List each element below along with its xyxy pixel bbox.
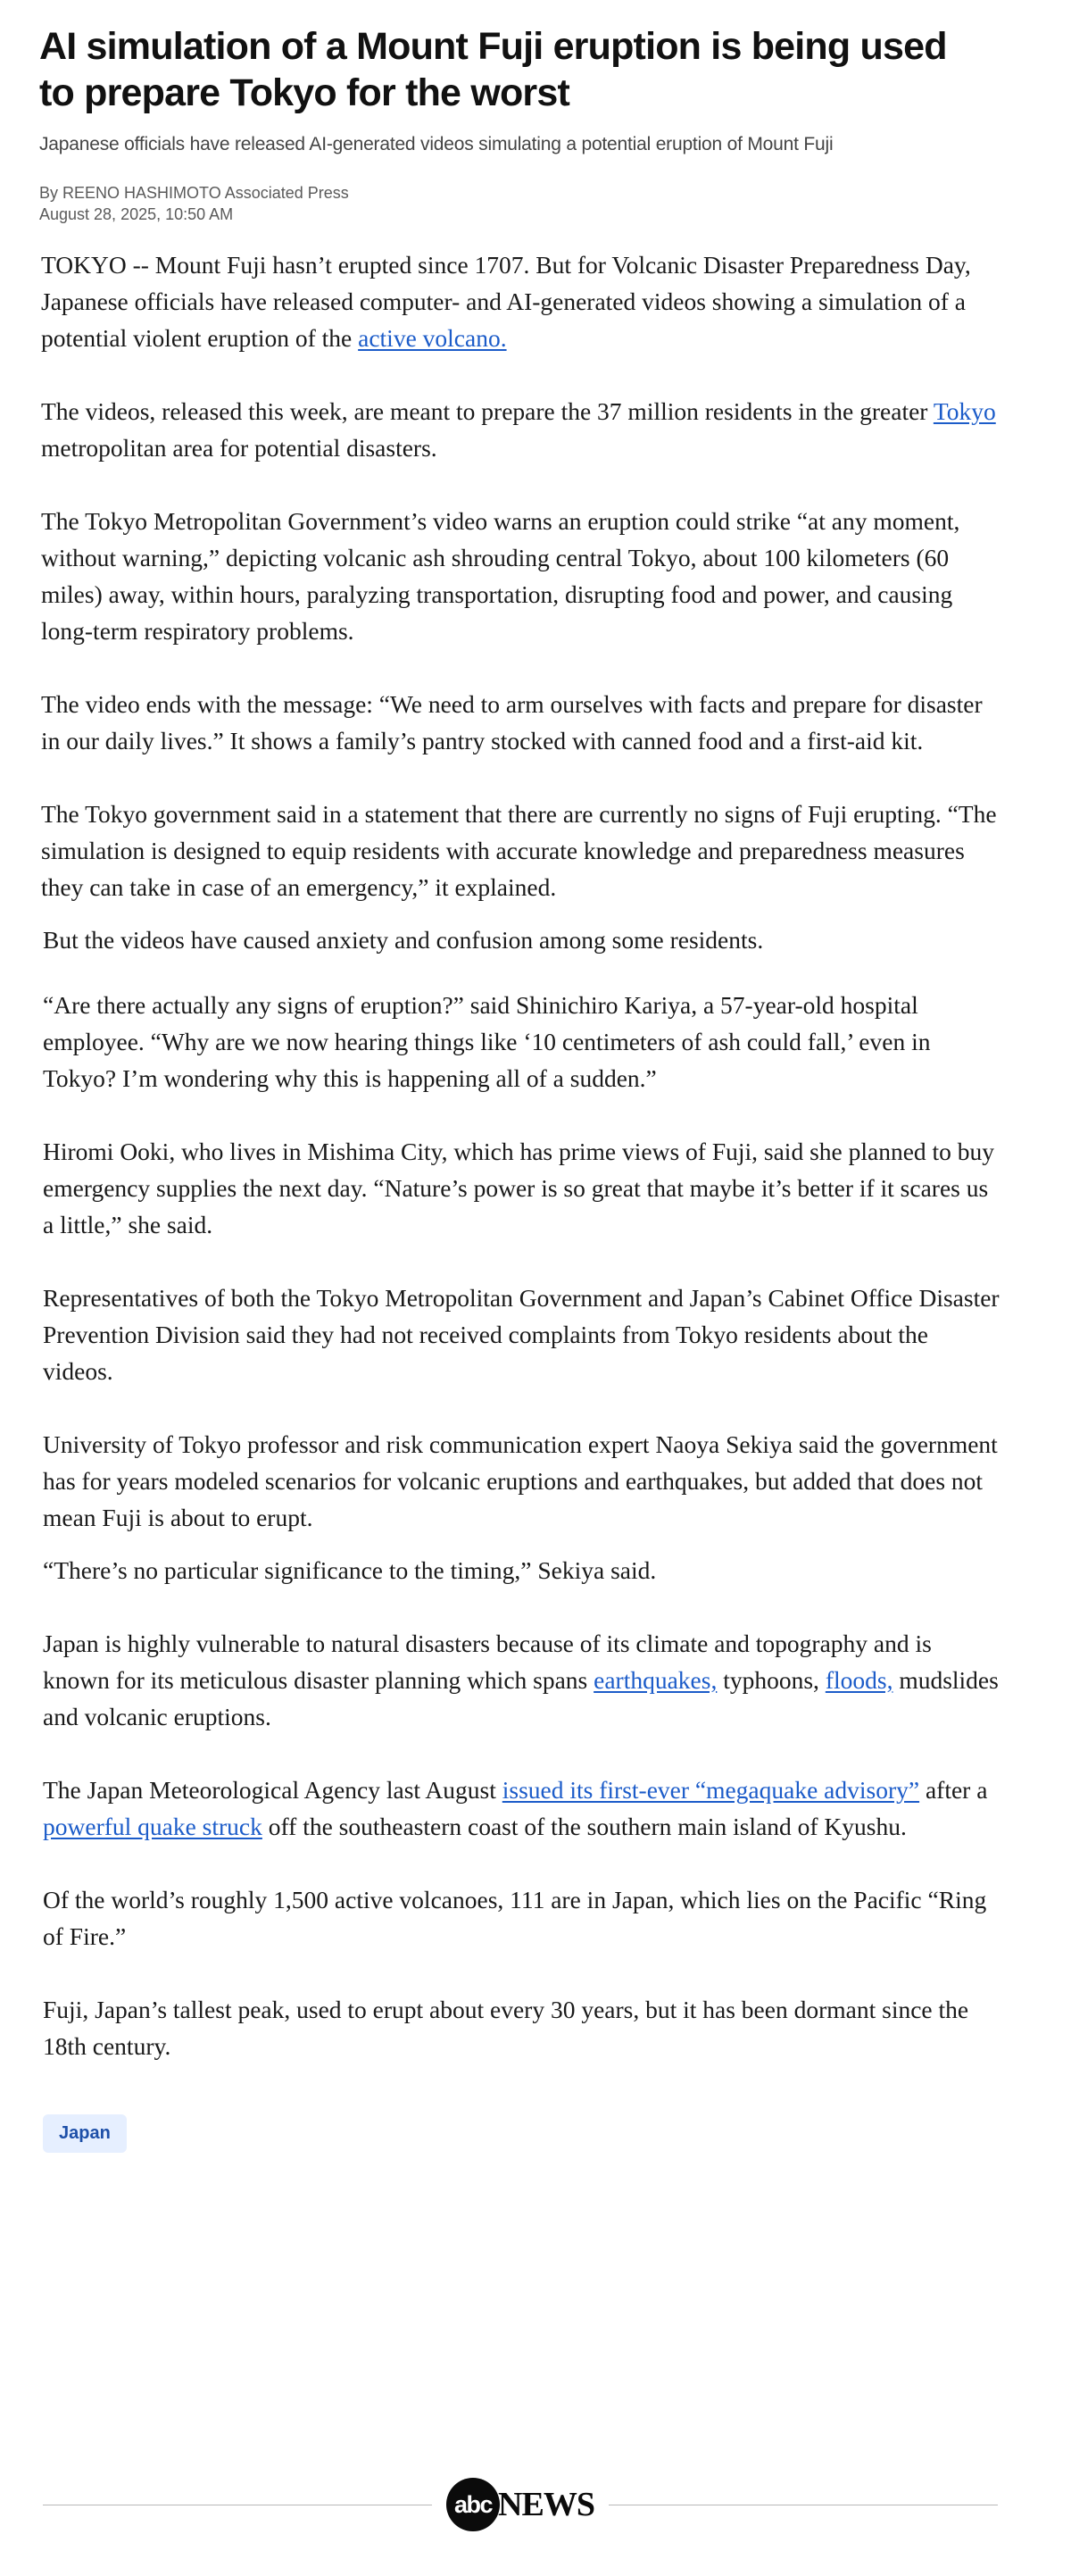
powerful-quake-link[interactable]: powerful quake struck <box>43 1813 262 1840</box>
article-paragraph: University of Tokyo professor and risk communication expert Naoya Sekiya said the government has for years modeled scenarios for volcanic eruptions and earthquakes, but added that does not mean Fuji is about to erupt. <box>43 1430 998 1531</box>
tag-japan[interactable]: Japan <box>43 2114 127 2153</box>
tag-list <box>43 2114 1000 2153</box>
article-paragraph: “Are there actually any signs of eruption?” said Shinichiro Kariya, a 57-year-old hospital employee. “Why are we now hearing things like ‘10 centimeters of ash could fall,’ even in Tokyo? I’m wondering why this is happening all of a sudden.” <box>43 991 931 1092</box>
article-paragraph: Hiromi Ooki, who lives in Mishima City, which has prime views of Fuji, said she planned to buy emergency supplies the next day. “Nature’s power is so great that maybe it’s better if it scares us a little,” she said. <box>43 1138 995 1238</box>
article-paragraph: TOKYO -- Mount Fuji hasn’t erupted since 1707. But for Volcanic Disaster Preparedness Day, Japanese officials have released computer- and AI-generated videos showing a simulation of a potential violent eruption of the active volcano. <box>41 251 971 352</box>
article-paragraph: The Japan Meteorological Agency last August issued its first-ever “megaquake advisory” after a powerful quake struck off the southeastern coast of the southern main island of Kyushu. <box>43 1776 988 1840</box>
article-paragraph: “There’s no particular significance to the timing,” Sekiya said. <box>43 1556 657 1584</box>
abc-logo-circle: abc <box>446 2478 500 2531</box>
abc-news-logo[interactable] <box>446 2478 594 2531</box>
footer <box>43 2473 998 2536</box>
article-paragraph: But the videos have caused anxiety and confusion among some residents. <box>43 926 764 954</box>
article-paragraph: The video ends with the message: “We need to arm ourselves with facts and prepare for disaster in our daily lives.” It shows a family’s pantry stocked with canned food and a first-aid kit. <box>41 690 983 754</box>
article-paragraph: Of the world’s roughly 1,500 active volcanoes, 111 are in Japan, which lies on the Pacific “Ring of Fire.” <box>43 1886 987 1950</box>
active-volcano-link[interactable]: active volcano. <box>358 324 507 352</box>
publish-date: August 28, 2025, 10:50 AM <box>39 205 234 223</box>
article-paragraph: Fuji, Japan’s tallest peak, used to erupt about every 30 years, but it has been dormant since the 18th century. <box>43 1996 969 2060</box>
article-paragraph: The Tokyo government said in a statement that there are currently no signs of Fuji erupting. “The simulation is designed to equip residents with accurate knowledge and preparedness measures they can take in case of an emergency,” it explained. <box>41 800 997 901</box>
floods-link[interactable]: floods, <box>825 1666 893 1694</box>
article-paragraph: Representatives of both the Tokyo Metropolitan Government and Japan’s Cabinet Office Disaster Prevention Division said they had not received complaints from Tokyo residents about the videos. <box>43 1284 1000 1385</box>
megaquake-advisory-link[interactable]: issued its first-ever “megaquake advisory” <box>502 1776 920 1804</box>
tokyo-link[interactable]: Tokyo <box>933 397 996 425</box>
article-headline: AI simulation of a Mount Fuji eruption is being used to prepare Tokyo for the worst <box>39 25 947 114</box>
news-wordmark: NEWS <box>498 2486 594 2523</box>
earthquakes-link[interactable]: earthquakes, <box>594 1666 718 1694</box>
article-paragraph: The Tokyo Metropolitan Government’s video warns an eruption could strike “at any moment, without warning,” depicting volcanic ash shrouding central Tokyo, about 100 kilometers (60 miles) away, within hours, paralyzing transportation, disrupting food and power, and causing long-term respiratory problems. <box>41 507 960 645</box>
article-paragraph: The videos, released this week, are meant to prepare the 37 million residents in the greater Tokyo metropolitan area for potential disasters. <box>41 397 996 462</box>
byline: By REENO HASHIMOTO Associated Press <box>39 184 349 202</box>
article-paragraph: Japan is highly vulnerable to natural disasters because of its climate and topography and is known for its meticulous disaster planning which spans earthquakes, typhoons, floods, mudslides and volcanic eruptions. <box>43 1630 999 1730</box>
article-body <box>39 246 1000 2064</box>
article-subhead: Japanese officials have released AI-generated videos simulating a potential eruption of Mount Fuji <box>39 134 834 154</box>
